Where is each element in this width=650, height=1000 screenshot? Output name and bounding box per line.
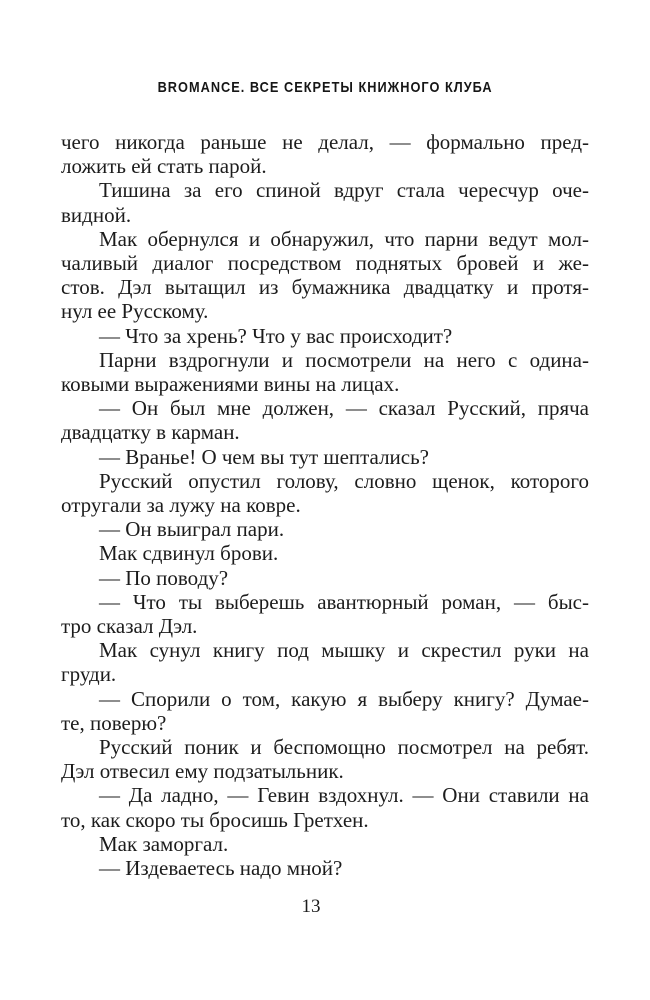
text-line: чего никогда раньше не делал, — формально пред- <box>61 130 589 154</box>
text-line: — Да ладно, — Гевин вздохнул. — Они ставили на <box>99 783 589 808</box>
text-line: Русский опустил голову, словно щенок, которого <box>99 468 589 493</box>
text-line: стов. Дэл вытащил из бумажника двадцатку и протя- <box>61 275 589 300</box>
text-line: — Издеваетесь надо мной? <box>99 856 343 881</box>
body-text <box>61 130 589 880</box>
text-line: Дэл отвесил ему подзатыльник. <box>61 759 344 784</box>
text-line: те, поверю? <box>61 710 167 735</box>
running-head-text: BROMANCE. ВСЕ СЕКРЕТЫ КНИЖНОГО КЛУБА <box>157 79 493 96</box>
text-line: Мак обернулся и обнаружил, что парни ведут мол- <box>99 226 589 251</box>
text-line: Мак сдвинул брови. <box>99 541 279 566</box>
text-line: тро сказал Дэл. <box>61 614 198 639</box>
text-line: Мак заморгал. <box>99 831 229 856</box>
text-line: — По поводу? <box>99 565 229 590</box>
text-line: — Он выиграл пари. <box>99 517 285 542</box>
text-line: ковыми выражениями вины на лицах. <box>61 372 400 397</box>
text-line: то, как скоро ты бросишь Гретхен. <box>61 807 369 832</box>
running-head <box>61 79 589 97</box>
text-line: груди. <box>61 662 117 687</box>
text-line: Тишина за его спиной вдруг стала чересчур оче- <box>99 178 589 203</box>
text-line: — Вранье! О чем вы тут шептались? <box>99 444 430 469</box>
text-line: — Он был мне должен, — сказал Русский, пряча <box>99 396 589 421</box>
text-line: видной. <box>61 202 132 227</box>
text-line: — Что за хрень? Что у вас происходит? <box>99 323 453 348</box>
text-line: Мак сунул книгу под мышку и скрестил руки на <box>99 638 589 663</box>
text-line: ложить ей стать парой. <box>61 154 267 179</box>
text-line: двадцатку в карман. <box>61 420 240 445</box>
text-line: нул ее Русскому. <box>61 299 209 324</box>
text-line: Русский поник и беспомощно посмотрел на ребят. <box>99 735 589 760</box>
text-line: чаливый диалог посредством поднятых бровей и же- <box>61 251 589 276</box>
page-number: 13 <box>301 896 321 917</box>
text-line: — Что ты выберешь авантюрный роман, — быс- <box>99 589 589 614</box>
text-line: — Спорили о том, какую я выберу книгу? Думае- <box>99 686 589 711</box>
text-line: Парни вздрогнули и посмотрели на него с одина- <box>99 347 589 372</box>
text-line: отругали за лужу на ковре. <box>61 493 301 518</box>
